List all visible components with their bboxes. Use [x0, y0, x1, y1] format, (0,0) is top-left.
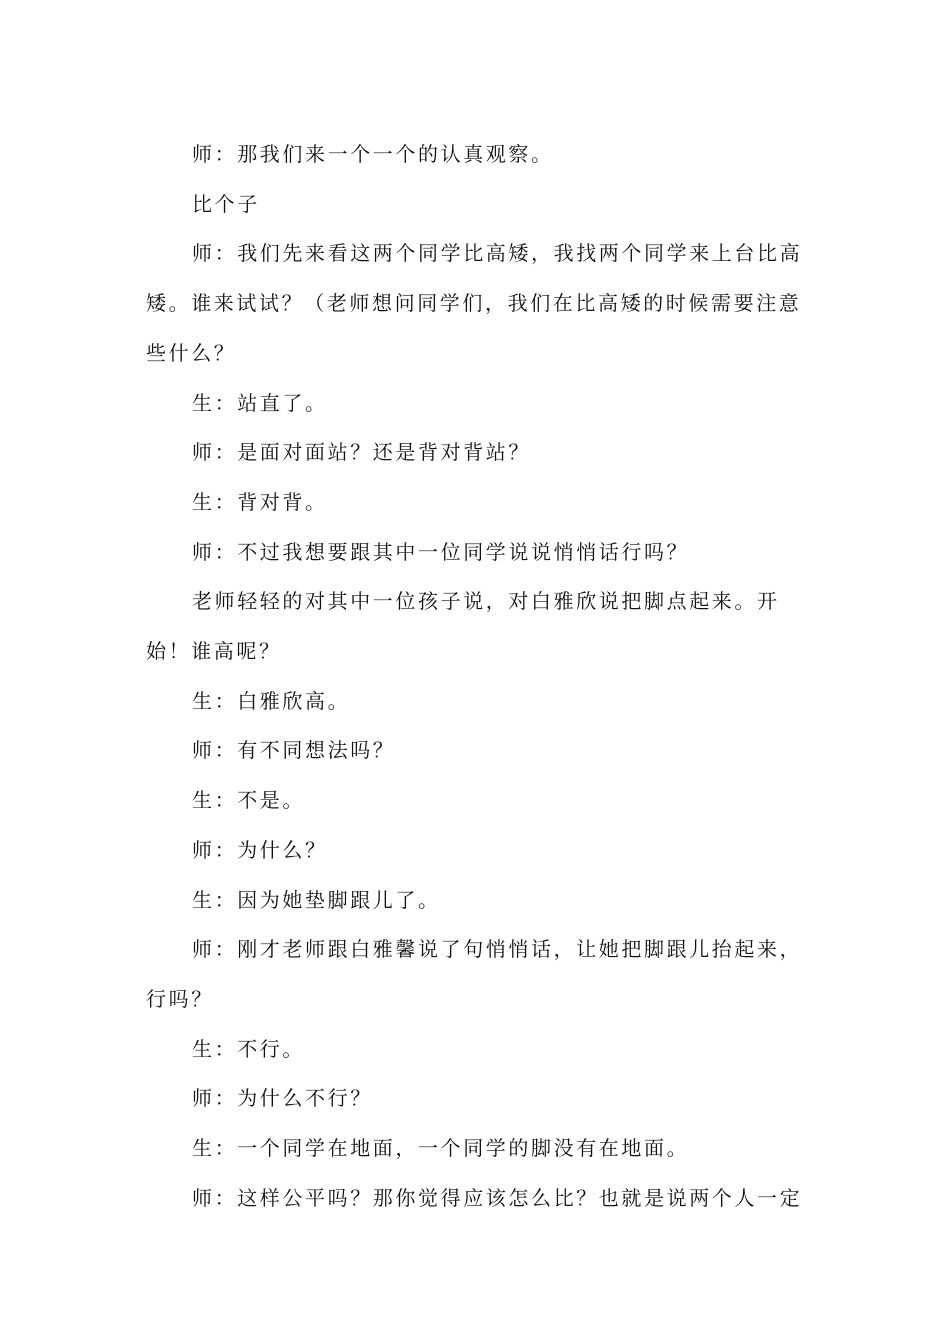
paragraph: 师：那我们来一个一个的认真观察。 — [192, 142, 554, 166]
paragraph: 师：有不同想法吗？ — [192, 738, 396, 763]
paragraph: 比个子 — [192, 191, 260, 216]
paragraph: 生：站直了。 — [192, 390, 328, 415]
paragraph: 生：一个同学在地面，一个同学的脚没有在地面。 — [192, 1136, 690, 1161]
paragraph: 生：背对背。 — [192, 489, 328, 514]
paragraph: 老师轻轻的对其中一位孩子说，对白雅欣说把脚点起来。开始！谁高呢？ — [146, 589, 780, 664]
paragraph: 师：这样公平吗？那你觉得应该怎么比？也就是说两个人一定 — [192, 1185, 803, 1210]
paragraph: 生：不是。 — [192, 788, 305, 813]
document-body — [146, 130, 810, 1223]
paragraph: 师：为什么不行？ — [192, 1086, 373, 1111]
paragraph: 生：白雅欣高。 — [192, 688, 351, 713]
paragraph: 生：因为她垫脚跟儿了。 — [192, 887, 441, 912]
paragraph: 师：我们先来看这两个同学比高矮，我找两个同学来上台比高矮。谁来试试？（老师想问同学们，我们在比高矮的时候需要注意些什么？ — [146, 241, 803, 365]
paragraph: 师：是面对面站？还是背对背站？ — [192, 440, 531, 465]
paragraph: 师：刚才老师跟白雅馨说了句悄悄话，让她把脚跟儿抬起来，行吗？ — [146, 937, 803, 1011]
paragraph: 生：不行。 — [192, 1036, 305, 1061]
paragraph: 师：为什么？ — [192, 837, 328, 862]
paragraph: 师：不过我想要跟其中一位同学说说悄悄话行吗？ — [192, 539, 690, 564]
